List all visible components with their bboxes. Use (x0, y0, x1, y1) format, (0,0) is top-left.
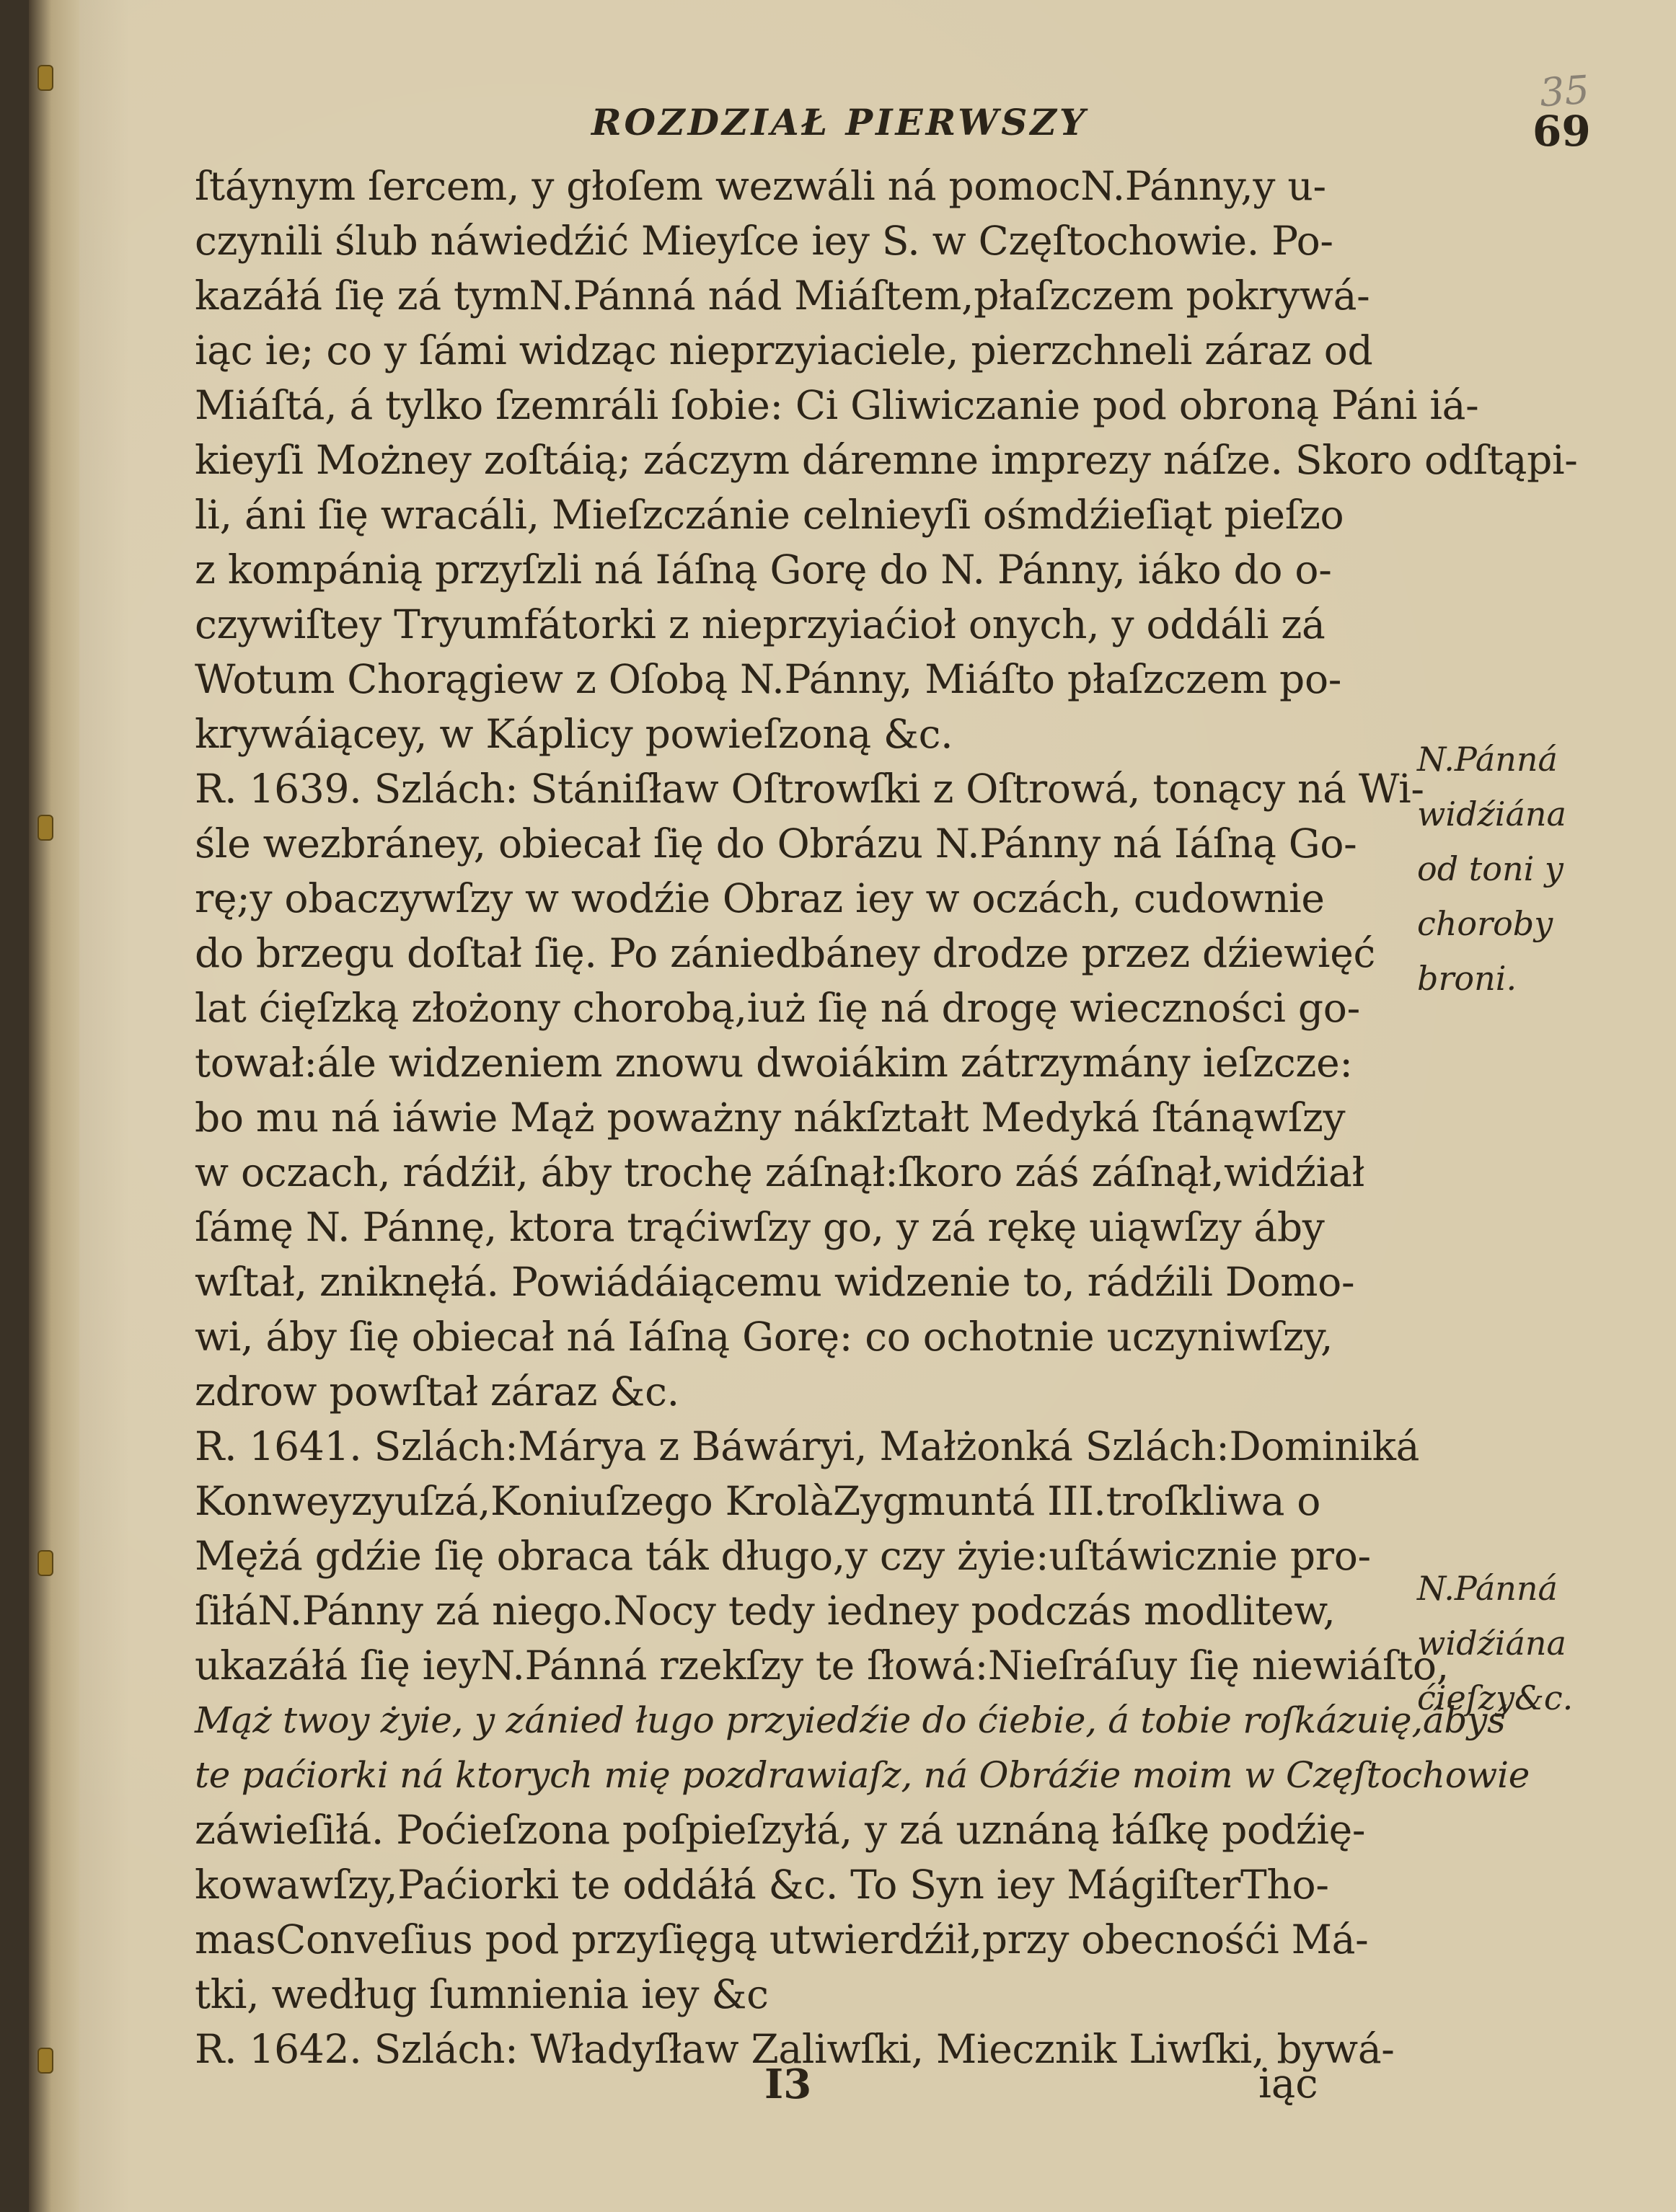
text-line: krywáiącey, w Káplicy powieſzoną &c. (195, 711, 953, 757)
binding-pin (38, 65, 53, 91)
text-line: R. 1641. Szlách:Márya z Báwáryi, Małżonká Szlách:Dominiká (195, 1423, 1420, 1469)
text-line: ſiłáN.Pánny zá niego.Nocy tedy iedney podczás modlitew, (195, 1588, 1336, 1634)
margin-note-line: od toni y (1417, 849, 1563, 888)
text-line: rę;y obaczywſzy w wodźie Obraz iey w oczách, cudownie (195, 875, 1325, 921)
text-line: R. 1642. Szlách: Władyſław Zaliwſki, Miecznik Liwſki, bywá- (195, 2026, 1395, 2072)
text-line: Wotum Chorągiew z Oſobą N.Pánny, Miáſto płaſzczem po- (195, 656, 1342, 702)
text-line: kazáłá ſię zá tymN.Pánná nád Miáſtem,płaſzczem pokrywá- (195, 273, 1370, 319)
text-line: záwieſiłá. Poćieſzona poſpieſzyłá, y zá uznáną łáſkę podźię- (195, 1807, 1366, 1853)
margin-note-line: ćieſzy&c. (1417, 1678, 1574, 1717)
text-line: kowawſzy,Paćiorki te oddáłá &c. To Syn iey MágiſterTho- (195, 1862, 1329, 1908)
signature-mark: I3 (764, 2061, 812, 2108)
binding-pin (38, 1550, 53, 1576)
text-line: czynili ślub náwiedźić Mieyſce iey S. w Częſtochowie. Po- (195, 218, 1333, 264)
margin-note-line: N.Pánná (1417, 1569, 1558, 1608)
text-line: wi, áby ſię obiecał ná Iáſną Gorę: co ochotnie uczyniwſzy, (195, 1314, 1333, 1360)
text-line: tował:ále widzeniem znowu dwoiákim zátrzymány ieſzcze: (195, 1040, 1353, 1086)
text-line: kieyſi Możney zoſtáią; záczym dáremne imprezy náſze. Skoro odſtąpi- (195, 437, 1578, 483)
text-line: Konweyzyuſzá,Koniuſzego KrolàZygmuntá III.troſkliwa o (195, 1478, 1321, 1524)
text-line: masConveſius pod przyſięgą utwierdźił,przy obecnośći Má- (195, 1916, 1369, 1963)
text-line: R. 1639. Szlách: Stániſław Oſtrowſki z Oſtrowá, tonący ná Wi- (195, 766, 1424, 812)
margin-note-line: N.Pánná (1417, 740, 1558, 779)
running-head: ROZDZIAŁ PIERWSZY (591, 101, 1088, 143)
text-line: Miáſtá, á tylko ſzemráli ſobie: Ci Gliwiczanie pod obroną Páni iá- (195, 382, 1479, 428)
text-line: tki, według ſumnienia iey &c (195, 1971, 769, 2017)
folio-number: 35 (1538, 66, 1591, 116)
text-line: w oczach, rádźił, áby trochę záſnął:ſkoro záś záſnął,widźiał (195, 1149, 1364, 1195)
text-line: Mężá gdźie ſię obraca ták długo,y czy żyie:uſtáwicznie pro- (195, 1533, 1371, 1579)
binding-pin (38, 815, 53, 841)
text-line: zdrow powſtał záraz &c. (195, 1368, 679, 1415)
margin-note (1417, 1561, 1633, 1725)
text-line: wſtał, zniknęłá. Powiádáiącemu widzenie to, rádźili Domo- (195, 1259, 1355, 1305)
text-line: Mąż twoy żyie, y zánied ługo przyiedźie do ćiebie, á tobie roſkázuię,ábyś (195, 1699, 1506, 1741)
text-line: z kompánią przyſzli ná Iáſną Gorę do N. Pánny, iáko do o- (195, 547, 1332, 593)
text-line: czywiſtey Tryumfátorki z nieprzyiaćioł onych, y oddáli zá (195, 601, 1326, 647)
book-gutter (29, 0, 79, 2212)
margin-note-line: widźiána (1417, 795, 1566, 833)
text-line: ſámę N. Pánnę, ktora trąćiwſzy go, y zá rękę uiąwſzy áby (195, 1204, 1325, 1250)
binding-pin (38, 2048, 53, 2074)
text-line: ukazáłá ſię ieyN.Pánná rzekſzy te ſłowá:Nieſráſuy ſię niewiáſto, (195, 1642, 1449, 1689)
text-line: do brzegu doſtał ſię. Po zániedbáney drodze przez dźiewięć (195, 930, 1375, 976)
text-line: bo mu ná iáwie Mąż poważny nákſztałt Medyká ſtánąwſzy (195, 1094, 1346, 1141)
text-line: iąc ie; co y ſámi widząc nieprzyiaciele, pierzchneli záraz od (195, 327, 1373, 373)
margin-note-line: choroby (1417, 904, 1553, 943)
page-number: 69 (1532, 107, 1591, 156)
text-line: li, áni ſię wracáli, Mieſzczánie celnieyſi ośmdźieſiąt pieſzo (195, 492, 1344, 538)
margin-note (1417, 732, 1633, 1006)
text-line: śle wezbráney, obiecał ſię do Obrázu N.Pánny ná Iáſną Go- (195, 820, 1357, 867)
margin-note-line: widźiána (1417, 1624, 1566, 1663)
catchword: iąc (1258, 2061, 1318, 2107)
margin-note-line: broni. (1417, 959, 1517, 998)
text-line: lat ćięſzką złożony chorobą,iuż ſię ná drogę wieczności go- (195, 985, 1360, 1031)
book-page (29, 0, 1676, 2212)
text-line: te paćiorki ná ktorych mię pozdrawiaſz, ná Obráźie moim w Częſtochowie (195, 1754, 1530, 1796)
text-line: ſtáynym ſercem, y głoſem wezwáli ná pomocN.Pánny,y u- (195, 163, 1326, 209)
